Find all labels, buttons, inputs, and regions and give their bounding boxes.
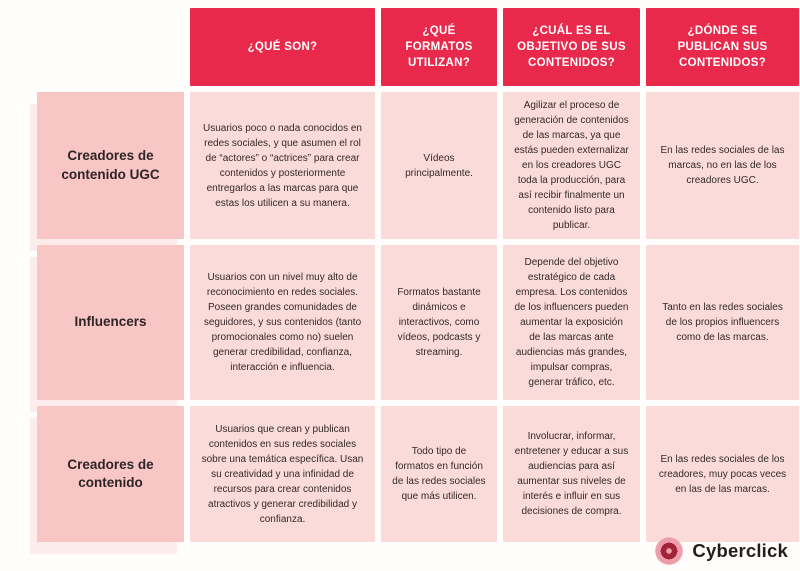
cell-creadores-donde: En las redes sociales de los creadores, muy pocas veces en las de las marcas. [646, 406, 799, 542]
column-header-objetivo: ¿CUÁL ES EL OBJETIVO DE SUS CONTENIDOS? [503, 8, 640, 86]
cell-influencers-objetivo: Depende del objetivo estratégico de cada empresa. Los contenidos de los influencers pueden aumentar la exposición de las marcas ante audiencias más grandes, impulsar compras, generar tráfico, etc. [503, 245, 640, 400]
cyberclick-logo-text: Cyberclick [692, 540, 788, 561]
cell-influencers-donde: Tanto en las redes sociales de los propios influencers como de las marcas. [646, 245, 799, 400]
cell-influencers-formatos: Formatos bastante dinámicos e interactivos, como vídeos, podcasts y streaming. [381, 245, 497, 400]
cell-ugc-formatos: Vídeos principalmente. [381, 92, 497, 239]
column-header-formatos: ¿QUÉ FORMATOS UTILIZAN? [381, 8, 497, 86]
cell-ugc-donde: En las redes sociales de las marcas, no en las de los creadores UGC. [646, 92, 799, 239]
cyberclick-target-icon [655, 537, 683, 565]
cell-ugc-que-son: Usuarios poco o nada conocidos en redes sociales, y que asumen el rol de “actores” o “actrices” para crear contenidos y posteriormente entregarlos a las marcas para que estas los utilicen a su manera. [190, 92, 375, 239]
cell-influencers-que-son: Usuarios con un nivel muy alto de reconocimiento en redes sociales. Poseen grandes comunidades de seguidores, y sus contenidos (tanto promocionales como no) suelen generar credibilidad, confianza, interacción e influencia. [190, 245, 375, 400]
cell-ugc-objetivo: Agilizar el proceso de generación de contenidos de las marcas, ya que estás pueden externalizar en los creadores UGC toda la producción, para así recibir finalmente un contenido listo para publicar. [503, 92, 640, 239]
cyberclick-logo [655, 537, 788, 565]
comparison-table [37, 8, 799, 542]
row-label-creadores-contenido: Creadores de contenido [37, 406, 184, 542]
cell-creadores-que-son: Usuarios que crean y publican contenidos en sus redes sociales sobre una temática específica. Usan su creatividad y una infinidad de recursos para crear contenidos atractivos y generar credibilidad y confianza. [190, 406, 375, 542]
cell-creadores-objetivo: Involucrar, informar, entretener y educar a sus audiencias para así aumentar sus niveles de interés e influir en sus decisiones de compra. [503, 406, 640, 542]
row-label-creadores-ugc: Creadores de contenido UGC [37, 92, 184, 239]
cell-creadores-formatos: Todo tipo de formatos en función de las redes sociales que más utilicen. [381, 406, 497, 542]
row-label-influencers: Influencers [37, 245, 184, 400]
corner-spacer [37, 8, 184, 86]
column-header-donde-publican: ¿DÓNDE SE PUBLICAN SUS CONTENIDOS? [646, 8, 799, 86]
column-header-que-son: ¿QUÉ SON? [190, 8, 375, 86]
